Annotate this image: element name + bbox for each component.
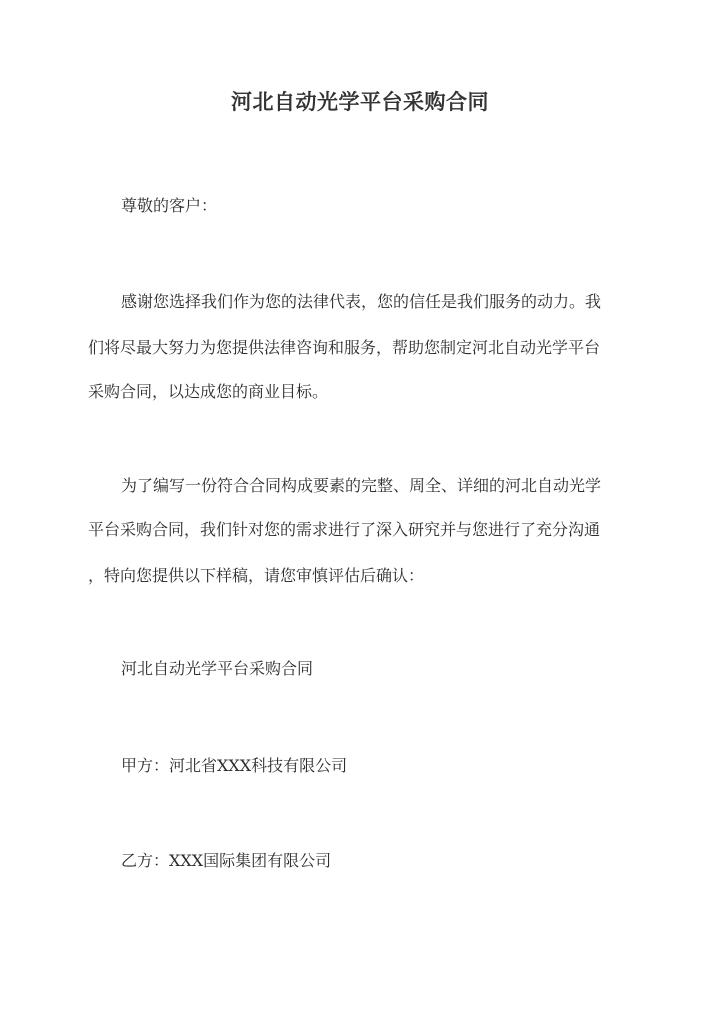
party-a: 甲方：河北省XXX科技有限公司 bbox=[121, 756, 348, 775]
salutation: 尊敬的客户： bbox=[121, 196, 218, 215]
paragraph2-line2: 平台采购合同，我们针对您的需求进行了深入研究并与您进行了充分沟通 bbox=[88, 520, 601, 539]
document-title: 河北自动光学平台采购合同 bbox=[231, 89, 489, 114]
paragraph2-line1: 为了编写一份符合合同构成要素的完整、周全、详细的河北自动光学 bbox=[121, 476, 602, 495]
party-b: 乙方：XXX国际集团有限公司 bbox=[121, 851, 332, 870]
paragraph1-line1: 感谢您选择我们作为您的法律代表，您的信任是我们服务的动力。我 bbox=[121, 292, 602, 311]
contract-heading: 河北自动光学平台采购合同 bbox=[121, 659, 314, 678]
paragraph2-line3: ，特向您提供以下样稿，请您审慎评估后确认： bbox=[88, 566, 425, 585]
paragraph1-line3: 采购合同，以达成您的商业目标。 bbox=[88, 382, 329, 401]
paragraph1-line2: 们将尽最大努力为您提供法律咨询和服务，帮助您制定河北自动光学平台 bbox=[88, 338, 601, 357]
